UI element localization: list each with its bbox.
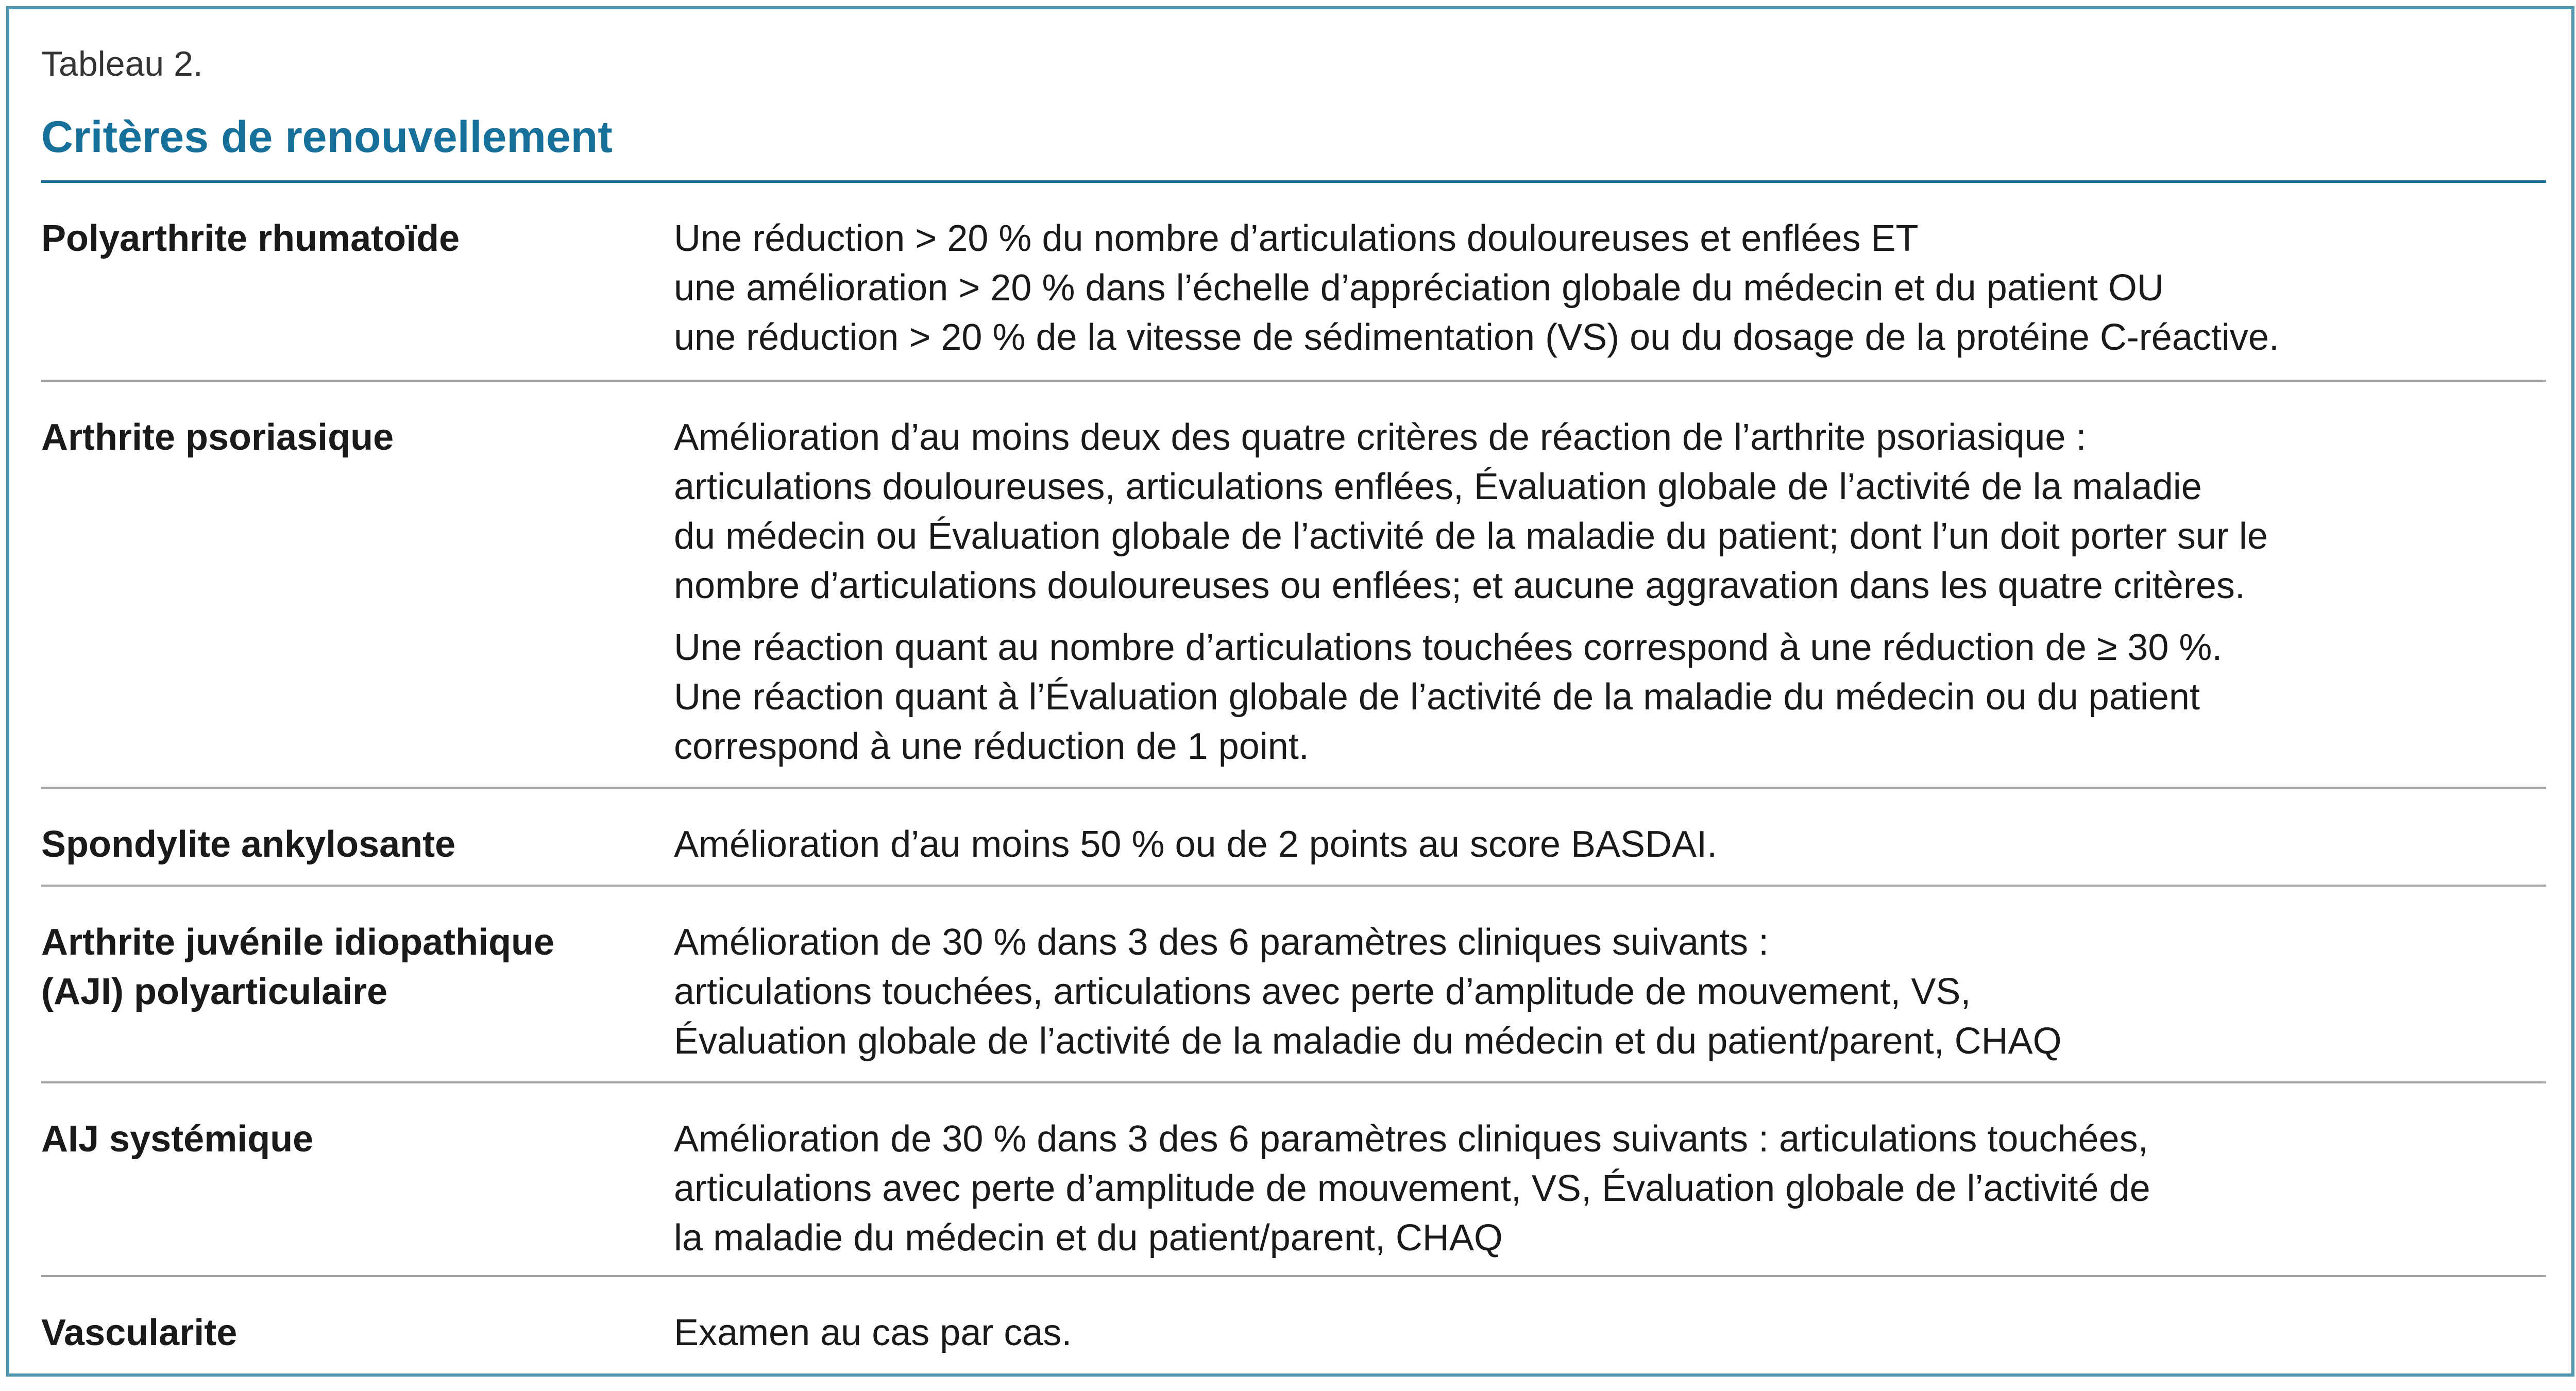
row-label: Arthrite juvénile idiopathique (AJI) polyarticulaire [41, 922, 555, 1012]
table-row [41, 183, 2546, 382]
row-label: Arthrite psoriasique [41, 417, 394, 458]
table-row [41, 887, 2546, 1083]
table-caption: Tableau 2. [41, 44, 203, 83]
row-paragraph: Une réaction quant au nombre d’articulations touchées correspond à une réduction de ≥ 30 %. Une réaction quant à l’Évaluation globale de l’activité de la maladie du médecin ou du patient correspond à une réduction de 1 point. [674, 627, 2223, 767]
row-content [674, 1308, 2539, 1358]
row-label: Spondylite ankylosante [41, 824, 456, 865]
row-paragraph: Une réduction > 20 % du nombre d’articulations douloureuses et enflées ET une amélioration > 20 % dans l’échelle d’appréciation globale du médecin et du patient OU une réduction > 20 % de la vitesse de sédimentation (VS) ou du dosage de la protéine C-réactive. [674, 218, 2279, 358]
row-content [674, 214, 2539, 362]
row-content [674, 1114, 2539, 1263]
row-paragraph: Amélioration de 30 % dans 3 des 6 paramètres cliniques suivants : articulations touchées, articulations avec perte d’amplitude de mouvement, VS, Évaluation globale de l’activité de la maladie du médecin et du patient/parent, CHAQ [674, 1118, 2150, 1259]
table-row [41, 1277, 2546, 1380]
table-row [41, 382, 2546, 789]
row-label: AIJ systémique [41, 1118, 314, 1160]
row-content [674, 820, 2539, 869]
row-content [674, 918, 2539, 1066]
table-title: Critères de renouvellement [41, 112, 613, 162]
table-row [41, 789, 2546, 887]
row-label: Polyarthrite rhumatoïde [41, 218, 460, 259]
row-label: Vascularite [41, 1312, 238, 1353]
row-paragraph: Amélioration d’au moins 50 % ou de 2 points au score BASDAI. [674, 824, 1718, 865]
criteria-table [41, 183, 2546, 1380]
row-paragraph: Amélioration d’au moins deux des quatre critères de réaction de l’arthrite psoriasique : articulations douloureuses, articulations enflées, Évaluation globale de l’activité de la maladie du médecin ou Évaluation globale de l’activité de la maladie du patient; dont l’un doit porter sur le nombre d’articulations douloureuses ou enflées; et aucune aggravation dans les quatre critères. [674, 417, 2268, 606]
table-row [41, 1083, 2546, 1277]
row-paragraph: Examen au cas par cas. [674, 1312, 1072, 1353]
row-content [674, 413, 2539, 771]
row-paragraph: Amélioration de 30 % dans 3 des 6 paramètres cliniques suivants : articulations touchées, articulations avec perte d’amplitude de mouvement, VS, Évaluation globale de l’activité de la maladie du médecin et du patient/parent, CHAQ [674, 922, 2062, 1062]
